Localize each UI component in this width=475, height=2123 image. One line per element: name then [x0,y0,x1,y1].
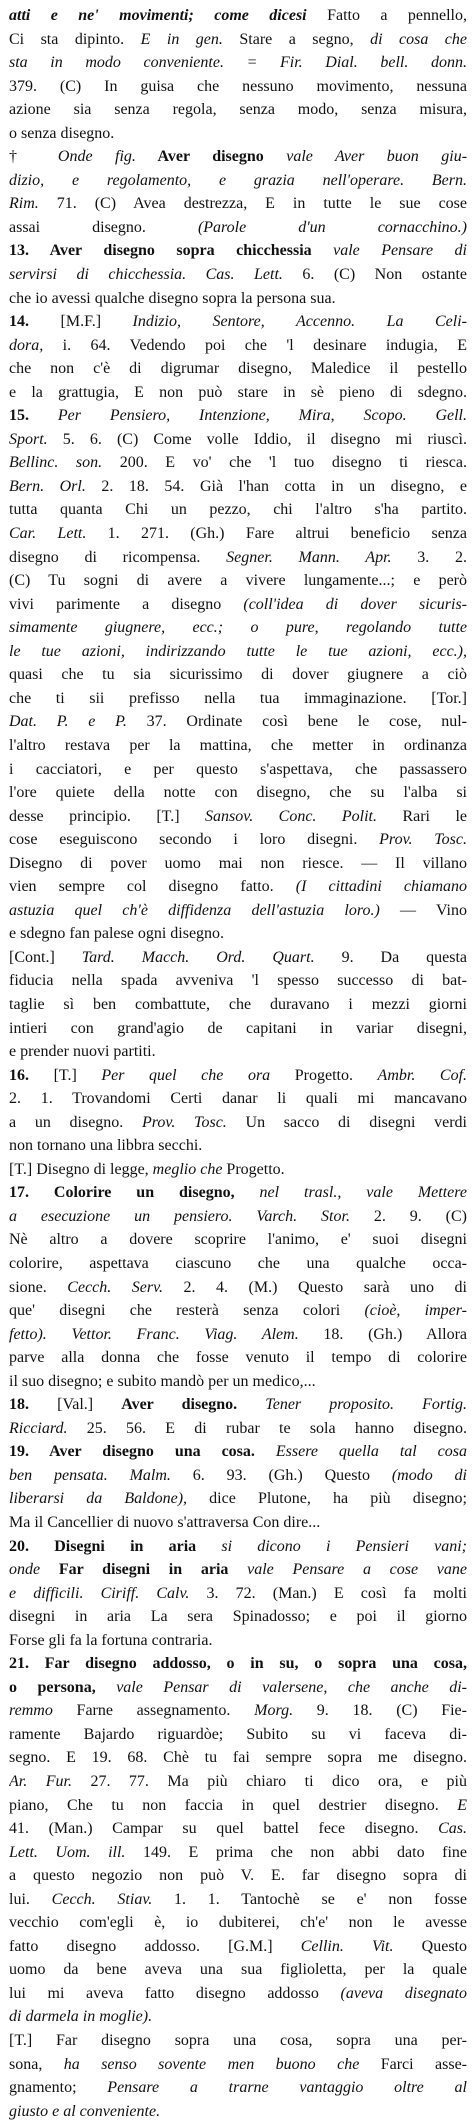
text-line [9,1817,467,1841]
text-segment: che ti sii prefisso nella tua immaginazione. [Tor.] [9,689,467,707]
text-segment: Tard. Macch. Ord. Quart. [81,948,315,966]
text-segment: i cacciatori, e per questo s'aspettava, che passassero [9,760,467,778]
text-segment: remmo [9,1702,53,1720]
text-line [9,1440,467,1464]
text-segment: dora, [9,336,44,354]
text-line [9,1676,467,1700]
text-segment: Tener proposito. Fortig. [265,1396,467,1414]
text-line [9,451,467,475]
text-line [9,1558,467,1582]
text-segment: Farci asse- [359,2055,467,2073]
text-segment: Car. Lett. [9,525,87,543]
text-segment: Bellinc. son. [9,454,103,472]
text-segment: [M.F.] [60,313,133,331]
text-segment: Dat. P. e P. [9,713,127,731]
text-line [9,1040,467,1064]
text-segment: simamente giugnere, ecc.; o pure, regolando tutte [9,619,467,637]
text-line [9,1511,467,1535]
text-segment: Ci sta dipinto. [9,30,141,48]
text-segment: Lett. Uom. ill. [9,1843,126,1861]
text-segment: cose eseguiscono secondo i loro disegni. [9,831,380,849]
text-segment: 27. 77. Ma più chiaro ti dico ora, e più [71,1773,467,1791]
text-segment: e difficili. Ciriff. Calv. [9,1584,190,1602]
text-line [9,334,467,358]
text-segment: Prov. Tosc. [379,831,467,849]
text-segment: e la grattugia, E non può stare in sè pieno di sdegno. [9,383,467,401]
text-segment: vale Pensare di [333,242,467,260]
text-segment: (coll'idea di dover sicuris- [243,595,467,613]
text-segment: 6. (C) Non ostante [282,266,467,284]
text-segment: lui mi aveva fatto disegno addosso [9,1984,341,2002]
text-segment: a un disegno. [9,1113,143,1131]
text-segment: assai disegno. [9,218,198,236]
text-line [9,616,467,640]
text-line [9,899,467,923]
text-segment: ha senso sovente men buono che [63,2055,360,2073]
text-segment: Stare a segno, [222,30,371,48]
text-segment: a questo negozio non può V. E. far disegno sopra di [9,1867,467,1885]
text-segment: 37. Ordinate così bene le cose, nul- [126,713,467,731]
text-line [9,1205,467,1229]
text-segment: (I cittadini chiamano [295,878,467,896]
text-line [9,710,467,734]
text-line [9,1181,467,1205]
text-segment: azione sia senza regola, senza modo, senza misura, [9,101,467,119]
text-segment: Ambr. Cof. [377,1066,467,1084]
text-segment: le tue azioni, indirizzando tutte le tue azioni, ecc.), [9,642,467,660]
text-segment: dizio, e regolamento, e grazia nell'operare. Bern. [9,171,467,189]
text-segment: 6. 93. (Gh.) Questo [170,1466,392,1484]
text-segment: i. 64. Vedendo poi che 'l desinare indugia, E [43,336,467,354]
text-segment: 14. [9,313,61,331]
text-segment: liberarsi da Baldone), [9,1490,188,1508]
text-segment: — Vino [379,901,467,919]
text-segment: [T.] Far disegno sopra una cosa, sopra una per- [9,2032,467,2050]
text-segment: Ar. Fur. [9,1773,72,1791]
text-line [9,98,467,122]
text-segment: intieri con grand'agio de capitani in variar disegni, [9,1019,467,1037]
text-segment: Aver disegno [135,148,287,166]
text-segment: fatto disegno addosso. [G.M.] [9,1937,301,1955]
text-line [9,310,467,334]
text-segment: 9. Da questa [314,948,467,966]
text-segment: nel trasl., vale Mettere [259,1184,467,1202]
text-line [9,1464,467,1488]
text-segment: 200. E vo' che 'l tuo disegno ti riesca. [102,454,467,472]
text-segment: di darmela in moglie). [9,2008,153,2026]
text-segment: Pensare a trarne vantaggio oltre al [107,2079,467,2097]
text-segment: vivi parimente a disegno [9,595,244,613]
text-segment: (cioè, imper- [364,1302,467,1320]
text-line [9,1982,467,2006]
text-segment: a esecuzione un pensiero. Varch. Stor. [9,1207,350,1225]
text-line [9,1276,467,1300]
text-line [9,1888,467,1912]
text-segment: ramente Bajardo riguardòe; Subito su vi faceva di- [9,1725,467,1743]
text-line [9,640,467,664]
text-segment: vale Pensar di valersene, che anche di- [116,1678,467,1696]
text-segment: (C) Tu sogni di avere a vivere lungamente...; e però [9,572,467,590]
text-segment: † [9,148,58,166]
text-line [9,1699,467,1723]
text-segment: 3. 2. [391,548,467,566]
text-line [9,593,467,617]
text-segment: 1. 271. (Gh.) Fare altrui beneficio senza [86,525,467,543]
text-segment: ben pensata. Malm. [9,1466,171,1484]
text-line [9,1346,467,1370]
text-line [9,475,467,499]
text-line [9,1323,467,1347]
text-segment: 379. (C) In guisa che nessuno movimento, nessuna [9,77,467,95]
text-segment: gnamento; [9,2079,108,2097]
text-segment: 20. Disegni in aria [9,1537,222,1555]
text-segment: Indizio, Sentore, Accenno. La Celi- [132,313,467,331]
text-segment: vien sempre col disegno fatto. [9,878,296,896]
text-line [9,1911,467,1935]
text-segment: sona, [9,2055,64,2073]
text-segment: Far disegni in aria [58,1561,248,1579]
text-segment: disegno di ricompensa. [9,548,227,566]
text-segment: segno. E 19. 68. Chè tu fai sempre sopra me disegno. [9,1749,467,1767]
text-segment: vale Pensare a cose vane [247,1561,467,1579]
text-segment: 19. Aver disegno una cosa. [9,1443,276,1461]
text-line [9,1134,467,1158]
text-line [9,946,467,970]
text-line [9,404,467,428]
text-line [9,1841,467,1865]
text-segment: e prender nuovi partiti. [9,1043,156,1061]
text-line [9,1252,467,1276]
text-line [9,1017,467,1041]
text-line [9,2076,467,2100]
text-line [9,263,467,287]
text-line [9,75,467,99]
text-segment: giusto e al conveniente. [9,2102,161,2120]
text-line [9,4,467,28]
text-segment: 15. [9,407,58,425]
text-line [9,1935,467,1959]
text-segment: E [457,1796,467,1814]
text-segment: [T.] Disegno di legge, [9,1160,153,1178]
text-segment: piano, Che tu non faccia in quel destrier disegno. [9,1796,458,1814]
text-segment: Progetto. [270,1066,378,1084]
text-line [9,828,467,852]
text-segment: (aveva disegnato [340,1984,467,2002]
text-segment: Progetto. [222,1160,285,1178]
text-line [9,381,467,405]
text-segment: fetto). Vettor. Franc. Viag. Alem. [9,1325,299,1343]
text-segment: l'ore quiete della notte con disegno, che su l'alba si [9,784,467,802]
text-line [9,2005,467,2029]
text-line [9,805,467,829]
text-segment: Essere quella tal cosa [275,1443,467,1461]
text-line [9,1535,467,1559]
text-line [9,1629,467,1653]
text-segment: Morg. [254,1702,294,1720]
text-line [9,428,467,452]
text-segment: Farne assegnamento. [52,1702,255,1720]
text-line [9,569,467,593]
text-segment: Ricciard. [9,1419,68,1437]
text-segment: di cosa che [370,30,467,48]
text-line [9,522,467,546]
text-segment: 16. [9,1066,54,1084]
text-line [9,1958,467,1982]
text-line [9,993,467,1017]
text-line [9,2100,467,2123]
text-segment: Per Pensiero, Intenzione, Mira, Scopo. Gell. [57,407,467,425]
text-segment: si dicono i Pensieri vani; [221,1537,467,1555]
text-line [9,216,467,240]
text-segment: lui. [9,1890,52,1908]
text-segment: Questo [393,1937,467,1955]
text-segment: 1. 1. Tantochè se e' non fosse [152,1890,467,1908]
text-segment: Ma il Cancellier di nuovo s'attraversa Con dire... [9,1514,321,1531]
text-segment: Prov. Tosc. [142,1113,227,1131]
text-line [9,1299,467,1323]
text-segment: Disegno di pover uomo mai non riesce. — Il villano [9,854,467,872]
text-segment: 17. Colorire un disegno, [9,1184,260,1202]
text-line [9,1158,467,1182]
text-segment: meglio che [152,1160,223,1178]
text-segment: Bern. Orl. [9,477,86,495]
text-segment: Un sacco di disegni verdi [226,1113,467,1131]
text-line [9,1864,467,1888]
text-segment: Forse gli fa la fortuna contraria. [9,1631,213,1649]
text-segment: 71. (C) Avea destrezza, E in tutte le sue cose [38,195,467,213]
text-line [9,2029,467,2053]
text-line [9,1770,467,1794]
text-line [9,1393,467,1417]
text-segment: Segner. Mann. Apr. [226,548,392,566]
text-line [9,546,467,570]
text-segment: o persona, [9,1678,117,1696]
text-segment: 2. 4. (M.) Questo sarà uno di [163,1278,467,1296]
text-segment: vale Aver buon giu- [286,148,467,166]
text-line [9,1582,467,1606]
text-segment: desse principio. [T.] [9,807,206,825]
text-line [9,357,467,381]
text-segment: 2. 1. Trovandomi Certi danar li quali mi mancavano [9,1090,467,1108]
text-line [9,1064,467,1088]
text-segment: Rim. [9,195,39,213]
text-segment: Per quel che ora [101,1066,271,1084]
text-line [9,2053,467,2077]
text-segment: e sdegno fan palese ogni disegno. [9,925,225,943]
text-segment: Aver disegno. [121,1396,266,1414]
text-segment: Rari le [377,807,467,825]
text-segment: il suo disegno; e subito mandò per un medico,... [9,1372,316,1390]
text-line [9,852,467,876]
text-segment: astuzia quel ch'è diffidenza dell'astuzia loro.) [9,901,380,919]
text-segment: Onde fig. [57,148,136,166]
text-segment: Nè altro a dovere scoprire l'animo, e' suoi disegni [9,1231,467,1249]
text-segment: parve alla donna che fosse venuto il tempo di colorire [9,1349,467,1367]
text-segment: l'altro restava per la mattina, che metter in ordinanza [9,736,467,754]
text-segment: 18. [9,1396,58,1414]
text-segment: [Val.] [57,1396,122,1414]
text-line [9,1487,467,1511]
text-segment: o senza disegno. [9,124,115,142]
text-line [9,1723,467,1747]
text-segment: Sansov. Conc. Polit. [205,807,377,825]
text-segment: (Parole d'un cornacchino.) [197,218,467,236]
text-segment: sta in modo conveniente. = Fir. Dial. bell. donn. [9,54,467,72]
text-line [9,239,467,263]
text-line [9,287,467,311]
text-line [9,122,467,146]
text-segment: taglie sì ben combattute, che duravano i mezzi giorni [9,995,467,1013]
text-line [9,781,467,805]
text-segment: dice Plutone, ha più disegno; [187,1490,467,1508]
text-segment: Cecch. Stiav. [51,1890,153,1908]
text-line [9,734,467,758]
text-line [9,498,467,522]
text-segment: uomo da bene aveva una sua figlioletta, per la quale [9,1961,467,1979]
text-segment: 2. 9. (C) [349,1207,467,1225]
text-segment: 18. (Gh.) Allora [298,1325,467,1343]
text-line [9,1087,467,1111]
text-line [9,1794,467,1818]
text-segment: (modo di [391,1466,467,1484]
text-segment: 3. 72. (Man.) E così fa molti [189,1584,467,1602]
text-segment: atti e ne' movimenti; come dicesi [9,7,307,24]
text-segment: E in gen. [140,30,223,48]
text-line [9,1370,467,1394]
text-segment: Cellin. Vit. [300,1937,394,1955]
text-segment: fiducia nella spada avveniva 'l spesso successo di bat- [9,972,467,990]
text-segment: che io avessi qualche disegno sopra la persona sua. [9,289,336,307]
text-line [9,1652,467,1676]
text-segment: que' disegni che resterà senza colori [9,1302,365,1320]
text-line [9,1746,467,1770]
text-segment: 2. 18. 54. Già l'han cotta in un disegno, e [85,477,467,495]
text-line [9,687,467,711]
text-segment: 9. 18. (C) Fie- [293,1702,467,1720]
text-line [9,1417,467,1441]
text-segment: che non c'è di digrumar disegno, Maledice il pestello [9,360,467,378]
text-segment: tutta quanta Chi un pezzo, chi l'altro s'ha partito. [9,501,467,519]
text-segment: [Cont.] [9,948,82,966]
text-segment: Cecch. Serv. [67,1278,164,1296]
text-line [9,922,467,946]
text-segment: 13. Aver disegno sopra chicchessia [9,242,334,260]
text-segment: 25. 56. E di rubar te sola hanno disegno. [67,1419,467,1437]
text-segment: 5. 6. (C) Come volle Iddio, il disegno mi riuscì. [47,430,467,448]
text-segment: quasi che tu sia sicurissimo di dover giugnere a ciò [9,666,467,684]
text-line [9,192,467,216]
text-segment: vecchio com'egli è, io dubiterei, ch'e' non le avesse [9,1914,467,1932]
text-line [9,28,467,52]
text-segment: sione. [9,1278,68,1296]
text-segment: Cas. [438,1820,467,1838]
text-line [9,875,467,899]
text-segment: Sport. [9,430,48,448]
text-line [9,758,467,782]
text-segment: 21. Far disegno addosso, o in su, o sopra una cosa, [9,1655,467,1673]
text-line [9,169,467,193]
text-line [9,51,467,75]
text-segment: 149. E prima che non abbi dato fine [125,1843,467,1861]
text-segment: Fatto a pennello, [306,7,467,24]
text-segment: disegni in aria La sera Spinadosso; e poi il giorno [9,1608,467,1626]
text-segment: colorire, aspettava ciascuno che una qualche occa- [9,1254,467,1272]
text-line [9,969,467,993]
text-line [9,1605,467,1629]
text-line [9,145,467,169]
text-segment: servirsi di chicchessia. Cas. Lett. [9,266,283,284]
text-segment: [T.] [53,1066,102,1084]
text-line [9,663,467,687]
text-segment: non tornano una libbra secchi. [9,1137,203,1155]
text-line [9,1111,467,1135]
text-line [9,1228,467,1252]
text-segment: 41. (Man.) Campar su quel battel fece disegno. [9,1820,439,1838]
text-segment: onde [9,1561,59,1579]
